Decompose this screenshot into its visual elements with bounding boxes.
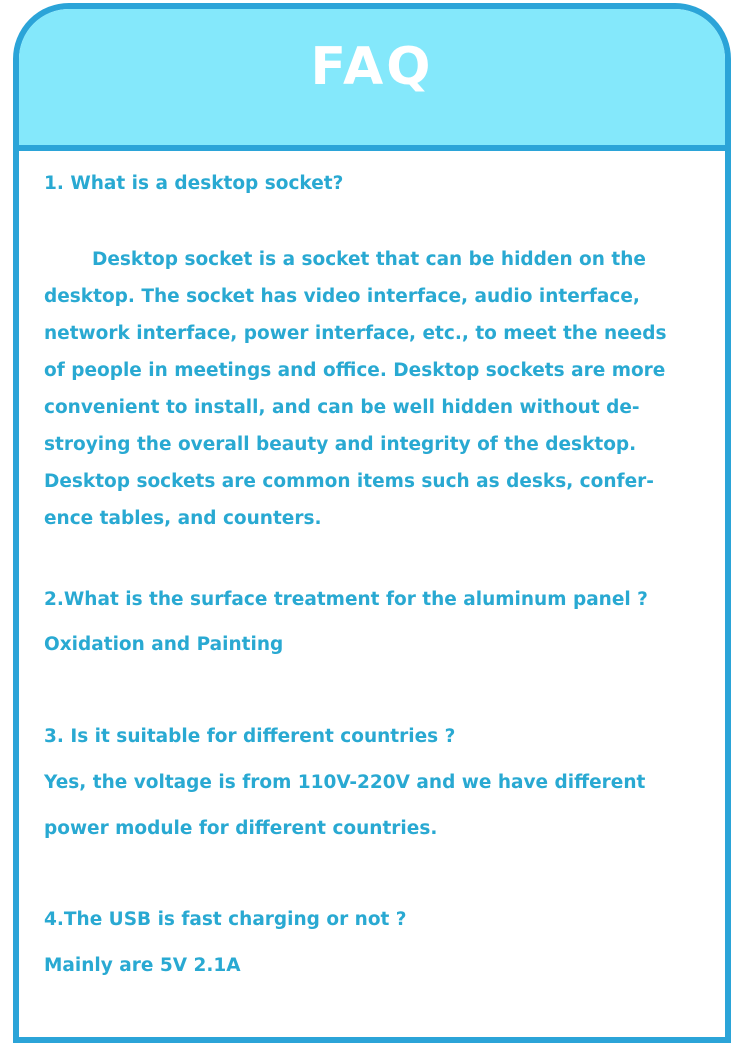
faq-answer-3-line-1: Yes, the voltage is from 110V-220V and we have different [44,772,646,793]
faq-header [19,9,725,151]
faq-answer-2: Oxidation and Painting [44,634,284,655]
faq-answer-1-line: convenient to install, and can be well hidden without de- [44,397,640,418]
faq-question-3: 3. Is it suitable for different countries ? [44,726,456,747]
faq-answer-1-line: desktop. The socket has video interface, audio interface, [44,286,640,307]
faq-answer-1-line: Desktop sockets are common items such as desks, confer- [44,471,654,492]
faq-question-1: 1. What is a desktop socket? [44,173,344,194]
faq-answer-1-line: of people in meetings and office. Desktop sockets are more [44,360,666,381]
faq-answer-1-line: Desktop socket is a socket that can be hidden on the [92,249,646,270]
faq-question-2: 2.What is the surface treatment for the aluminum panel ? [44,589,648,610]
faq-question-4: 4.The USB is fast charging or not ? [44,909,407,930]
faq-answer-4: Mainly are 5V 2.1A [44,955,241,976]
faq-answer-1-line: stroying the overall beauty and integrity of the desktop. [44,434,637,455]
page-title: FAQ [310,37,434,97]
faq-answer-1-line: network interface, power interface, etc., to meet the needs [44,323,667,344]
faq-answer-3-line-2: power module for different countries. [44,818,438,839]
faq-answer-1 [44,241,708,537]
faq-answer-1-line: ence tables, and counters. [44,508,322,529]
